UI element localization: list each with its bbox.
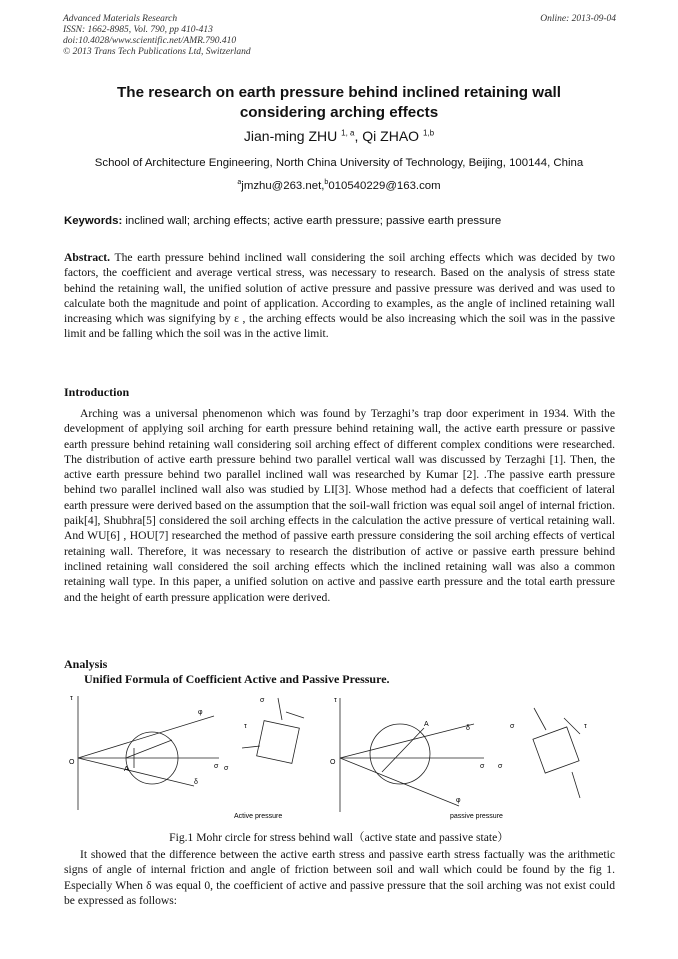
arrow-tau-right <box>564 718 580 734</box>
title-line-1: The research on earth pressure behind inclined retaining wall <box>117 84 561 101</box>
passive-stress-element <box>533 708 580 798</box>
abstract <box>64 250 615 342</box>
delta-label-right: δ <box>466 725 470 732</box>
copyright: © 2013 Trans Tech Publications Ltd, Switzerland <box>63 47 251 57</box>
author-sep: , <box>354 128 363 144</box>
abstract-text: The earth pressure behind inclined wall considering the soil arching effects which was decided by two factors, the coefficient and average vertical stress, was necessary to research. Based on the analysis of stress state behind the retaining wall, the unified solution of active pressure and passive pressure was derived and was used to calculate both the magnitude and point of application. According to examples, as the angle of inclined retaining wall increasing which was signifying by ε , the arching effects would be also increasing which the soil was in the passive limit and be falling which the soil was in the active limit. <box>64 251 615 341</box>
active-pressure-label: Active pressure <box>234 813 283 820</box>
sigma-label-right: σ <box>480 763 485 770</box>
point-a-left: A <box>124 766 129 773</box>
email-1[interactable]: jmzhu@263.net, <box>241 179 325 192</box>
failure-envelope-lower <box>78 758 194 786</box>
keywords <box>64 215 501 227</box>
sigma-w-label-right: σ <box>498 763 503 770</box>
mohr-circle-figure <box>64 688 624 824</box>
doi: doi:10.4028/www.scientific.net/AMR.790.410 <box>63 36 237 46</box>
author-2: Qi ZHAO <box>362 128 420 144</box>
analysis-heading: Analysis <box>64 657 108 671</box>
stress-line-right <box>382 728 424 772</box>
issn: ISSN: 1662-8985, Vol. 790, pp 410-413 <box>63 25 213 35</box>
tau-label-left: τ <box>70 695 73 702</box>
email-sup-a: a <box>237 179 242 186</box>
passive-pressure-label: passive pressure <box>450 813 503 820</box>
arrow-sigma1 <box>278 698 282 720</box>
title-line-2: considering arching effects <box>239 104 439 121</box>
passive-mohr-diagram <box>340 698 484 812</box>
failure-envelope-upper-right <box>340 724 474 758</box>
intro-heading: Introduction <box>64 385 130 399</box>
sigma-label-elem-right: σ <box>510 723 515 730</box>
point-a-right: A <box>424 721 429 728</box>
online-date: Online: 2013-09-04 <box>540 14 616 24</box>
authors <box>0 128 678 144</box>
phi-label-right: φ <box>456 797 461 804</box>
arrow-sigma1-right <box>534 708 546 730</box>
author-2-sup: 1,b <box>422 128 435 138</box>
emails <box>0 179 678 192</box>
tau-label-right: τ <box>334 697 337 704</box>
failure-envelope-lower-right <box>340 758 459 806</box>
subsection-heading: Unified Formula of Coefficient Active and Passive Pressure. <box>84 672 390 686</box>
active-stress-element <box>242 698 304 763</box>
author-1-sup: 1, a <box>341 128 355 138</box>
soil-element-passive <box>533 727 579 773</box>
tau-soil-label-left: τ <box>244 723 247 730</box>
author-1: Jian-ming ZHU <box>243 128 338 144</box>
abstract-label: Abstract. <box>64 251 111 264</box>
delta-label-left: δ <box>194 779 198 786</box>
journal-header <box>63 14 251 58</box>
intro-paragraph: Arching was a universal phenomenon which was found by Terzaghi’s trap door experiment in 1934. With the development of applying soil arching for earth pressure behind retaining wall, the active earth pressure or passive earth pressure behind retaining wall considering soil arching effect of different complex conditions were researched. The distribution of active earth pressure behind two parallel vertical wall was discussed by Terzaghi [1]. Then, the active earth pressure behind two parallel inclined wall was researched by Kumar [2]. .The passive earth pressure behind two parallel inclined wall also was studied by LI[3]. Whose method had a defects that coefficient of lateral earth pressure were derived based on the assumption that the soil-wall friction was equal soil angel of internal friction. paik[4], Shubhra[5] considered the soil arching effects in the calculation the active pressure of vertical retaining wall. And WU[6] , HOU[7] researched the method of passive earth pressure considering the soil arching effects of vertical retaining wall. Therefore, it was necessary to research the distribution of active or passive earth pressure behind inclined retaining wall considered the soil arching effects which the inclined retaining wall was also a common retaining wall type. In this paper, a unified solution on active and passive earth pressure and the total earth pressure and the height of earth pressure application were derived. <box>64 407 615 604</box>
journal-name: Advanced Materials Research <box>63 14 178 24</box>
origin-label-right: O <box>330 759 336 766</box>
keywords-label: Keywords: <box>64 215 123 227</box>
figure-caption: Fig.1 Mohr circle for stress behind wall（active state and passive state） <box>169 831 509 844</box>
keywords-text: inclined wall; arching effects; active earth pressure; passive earth pressure <box>122 215 502 227</box>
soil-element-active <box>257 721 300 764</box>
email-sup-b: b <box>324 179 329 186</box>
arrow-tau <box>286 712 304 718</box>
sigma-label-left: σ <box>214 763 219 770</box>
sigma-label-elem-left: σ <box>224 765 229 772</box>
paper-title <box>60 83 618 123</box>
failure-envelope-upper <box>78 716 214 758</box>
sigma-w-label-left: σ <box>260 697 265 704</box>
affiliation: School of Architecture Engineering, North China University of Technology, Beijing, 100144, China <box>94 157 584 169</box>
stress-line <box>126 740 172 758</box>
mohr-circle-passive <box>370 724 430 784</box>
email-2[interactable]: 010540229@163.com <box>328 179 441 192</box>
arrow-sigma-w-right <box>572 772 580 798</box>
phi-label-left: φ <box>198 709 203 716</box>
analysis-paragraph: It showed that the difference between the active earth stress and passive earth stress factually was the arithmetic signs of angle of internal friction and angle of friction between soil and wall which could be found by the fig 1. Especially When δ was equal 0, the coefficient of active and passive pressure that the soil arching was not exist could be expressed as follows: <box>64 848 615 907</box>
origin-label-left: O <box>69 759 75 766</box>
tau-soil-label-right: τ <box>584 723 587 730</box>
arrow-sigma-w <box>242 746 260 748</box>
